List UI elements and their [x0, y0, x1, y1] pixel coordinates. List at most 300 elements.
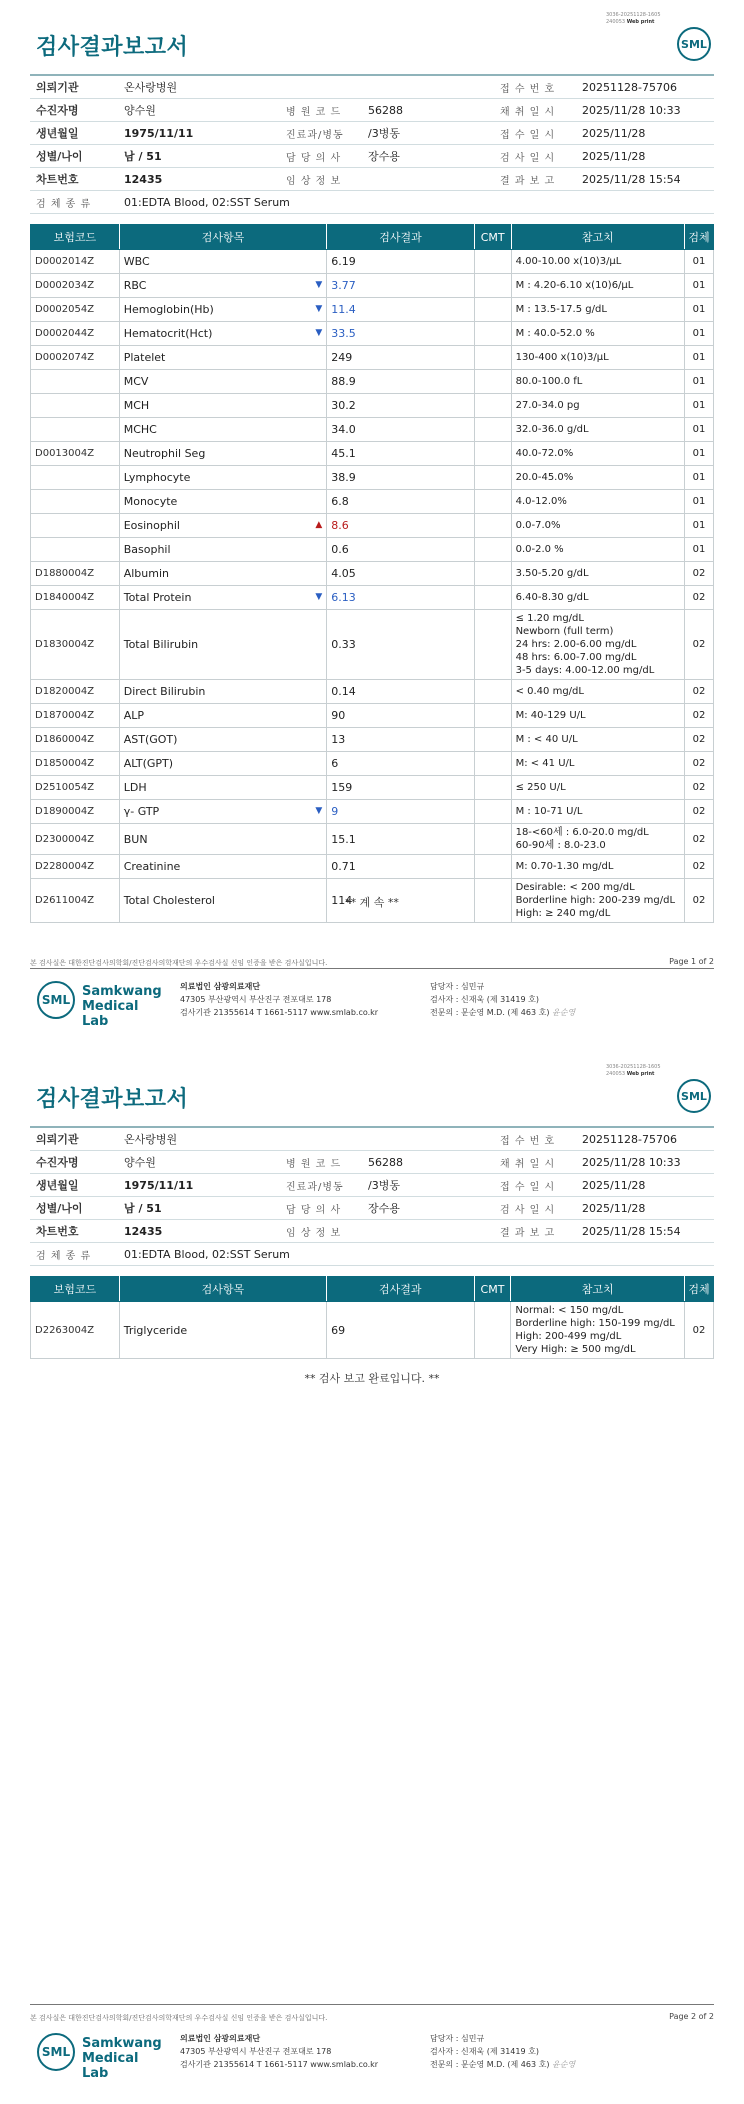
sex-age-value: 남 / 51 [118, 145, 280, 168]
test-result: 0.33 [327, 610, 474, 680]
test-specimen: 01 [685, 394, 714, 418]
reference-line: 130-400 x(10)3/μL [515, 352, 609, 363]
test-name [119, 274, 327, 298]
high-flag-icon: ▲ [315, 519, 323, 530]
test-reference [511, 514, 684, 538]
test-name-text: WBC [123, 255, 150, 268]
test-result: 11.4 [327, 298, 474, 322]
test-name-text: Total Bilirubin [123, 638, 199, 651]
birth-label: 생년월일 [30, 1174, 118, 1197]
test-reference [511, 490, 684, 514]
test-comment [474, 250, 511, 274]
test-name [119, 298, 327, 322]
test-result: 8.6 [327, 514, 474, 538]
reference-line: M : 40.0-52.0 % [515, 328, 595, 339]
org-contact: 검사기관 21355614 T 1661-5117 www.smlab.co.kr [180, 1008, 379, 1017]
footer-brand [82, 984, 162, 1029]
clinical-value [362, 1220, 494, 1243]
test-name-text: Monocyte [123, 495, 178, 508]
test-name-text: RBC [123, 279, 147, 292]
test-result: 249 [327, 346, 474, 370]
test-name [119, 490, 327, 514]
chart-value: 12435 [118, 1220, 280, 1243]
page-title: 검사결과보고서 [36, 35, 189, 60]
header-item: 검사항목 [119, 225, 327, 250]
patient-info-table-2 [30, 1126, 714, 1266]
specialist-value: 문순영 M.D. (제 463 호) [460, 2060, 550, 2069]
specialist-value: 문순영 M.D. (제 463 호) [460, 1008, 550, 1017]
test-comment [474, 680, 511, 704]
test-result: 33.5 [327, 322, 474, 346]
test-result: 69 [327, 1302, 474, 1359]
header-code: 보험코드 [31, 225, 120, 250]
test-name-text: γ- GTP [123, 805, 160, 818]
test-name [119, 322, 327, 346]
test-result: 38.9 [327, 466, 474, 490]
collect-date-value: 2025/11/28 10:33 [576, 99, 714, 122]
table-row [31, 442, 714, 466]
test-code: D2280004Z [31, 855, 120, 879]
birth-value: 1975/11/11 [118, 1174, 280, 1197]
tester-value: 신재욱 (제 31419 호) [460, 995, 539, 1004]
test-specimen: 02 [685, 824, 714, 855]
test-reference [511, 370, 684, 394]
results-table-2 [30, 1276, 714, 1359]
reference-line: 20.0-45.0% [515, 472, 574, 483]
meta-line1-2: 3036-20251128-1605 [606, 1064, 661, 1070]
reference-line: 0.0-2.0 % [515, 544, 564, 555]
reference-line: Borderline high: 200-239 mg/dL [515, 895, 676, 906]
tester-value: 신재욱 (제 31419 호) [460, 2047, 539, 2056]
test-code: D0002074Z [31, 346, 120, 370]
test-code: D1820004Z [31, 680, 120, 704]
test-specimen: 01 [685, 274, 714, 298]
header-item: 검사항목 [119, 1277, 326, 1302]
test-name-text: Lymphocyte [123, 471, 191, 484]
header-cmt: CMT [474, 225, 511, 250]
hospital-label: 의뢰기관 [30, 75, 118, 99]
test-reference [511, 250, 684, 274]
test-specimen: 02 [685, 879, 714, 923]
table-row [31, 418, 714, 442]
reference-line: 4.00-10.00 x(10)3/μL [515, 256, 622, 267]
manager-label: 담당자 : [430, 2034, 459, 2043]
test-specimen: 01 [685, 370, 714, 394]
test-comment [474, 752, 511, 776]
test-result: 34.0 [327, 418, 474, 442]
low-flag-icon: ▼ [315, 805, 323, 816]
page-number-2: Page 2 of 2 [669, 2012, 714, 2021]
table-row [31, 752, 714, 776]
test-name-text: Total Cholesterol [123, 894, 215, 907]
reference-line: M : 10-71 U/L [515, 806, 583, 817]
table-row [31, 466, 714, 490]
test-specimen: 01 [685, 322, 714, 346]
footer-logo-text-2: SML [41, 2045, 71, 2059]
test-name [119, 250, 327, 274]
specimen-value: 01:EDTA Blood, 02:SST Serum [118, 191, 714, 214]
test-code [31, 514, 120, 538]
test-name [119, 800, 327, 824]
clinical-value [362, 168, 494, 191]
test-comment [474, 274, 511, 298]
test-specimen: 02 [685, 776, 714, 800]
report-page-1 [0, 0, 744, 1050]
footer-staff-2 [430, 2032, 575, 2071]
test-name-text: Hemoglobin(Hb) [123, 303, 214, 316]
table-row [31, 346, 714, 370]
test-code: D2300004Z [31, 824, 120, 855]
reference-line: Normal: < 150 mg/dL [515, 1305, 624, 1316]
test-name [119, 610, 327, 680]
header-code: 보험코드 [31, 1277, 120, 1302]
manager-value: 심민규 [460, 982, 485, 991]
footer-divider [30, 968, 714, 969]
hospital-code-label: 병 원 코 드 [280, 99, 362, 122]
test-reference [511, 800, 684, 824]
test-reference [511, 776, 684, 800]
test-specimen: 02 [685, 855, 714, 879]
receipt-no-value: 20251128-75706 [576, 1127, 714, 1151]
test-name [119, 728, 327, 752]
reference-line: M : < 40 U/L [515, 734, 578, 745]
test-result: 159 [327, 776, 474, 800]
report-page-2 [0, 1052, 744, 2104]
completed-note: ** 검사 보고 완료입니다. ** [304, 1372, 440, 1385]
test-comment [474, 776, 511, 800]
test-name-text: Basophil [123, 543, 171, 556]
test-reference [511, 855, 684, 879]
reference-line: 27.0-34.0 pg [515, 400, 580, 411]
test-name-text: MCH [123, 399, 150, 412]
receipt-date-label: 접 수 일 시 [494, 122, 576, 145]
test-specimen: 02 [685, 752, 714, 776]
sml-logo-icon [676, 26, 712, 62]
manager-value: 심민규 [460, 2034, 485, 2043]
low-flag-icon: ▼ [315, 279, 323, 290]
header-result: 검사결과 [327, 225, 474, 250]
test-date-value: 2025/11/28 [576, 1197, 714, 1220]
report-date-label: 결 과 보 고 [494, 1220, 576, 1243]
org-address: 47305 부산광역시 부산진구 전포대로 178 [180, 2047, 332, 2056]
test-code [31, 418, 120, 442]
reference-line: 6.40-8.30 g/dL [515, 592, 589, 603]
clinical-label: 임 상 정 보 [280, 1220, 362, 1243]
test-name [119, 442, 327, 466]
test-specimen: 01 [685, 346, 714, 370]
table-row [31, 562, 714, 586]
test-result: 6.13 [327, 586, 474, 610]
specimen-value: 01:EDTA Blood, 02:SST Serum [118, 1243, 714, 1266]
low-flag-icon: ▼ [315, 591, 323, 602]
test-code: D0002044Z [31, 322, 120, 346]
specimen-label: 검 체 종 류 [30, 191, 118, 214]
specialist-label: 전문의 : [430, 2060, 459, 2069]
test-comment [474, 418, 511, 442]
footer-brand-2 [82, 2036, 162, 2081]
test-comment [474, 562, 511, 586]
test-comment [474, 514, 511, 538]
results-table [30, 224, 714, 923]
test-code: D1830004Z [31, 610, 120, 680]
footer-staff [430, 980, 575, 1019]
manager-label: 담당자 : [430, 982, 459, 991]
hospital-code-value: 56288 [362, 99, 494, 122]
reference-line: M: 40-129 U/L [515, 710, 586, 721]
test-name [119, 562, 327, 586]
test-name [119, 1302, 326, 1359]
test-code: D0002054Z [31, 298, 120, 322]
table-row [31, 490, 714, 514]
test-name-text: Neutrophil Seg [123, 447, 206, 460]
table-row [31, 538, 714, 562]
test-reference [511, 1302, 685, 1359]
test-comment [474, 728, 511, 752]
reference-line: High: ≥ 240 mg/dL [515, 908, 611, 919]
test-result: 6.19 [327, 250, 474, 274]
test-result: 4.05 [327, 562, 474, 586]
test-name [119, 514, 327, 538]
test-comment [474, 800, 511, 824]
test-code: D1890004Z [31, 800, 120, 824]
dept-value: /3병동 [362, 122, 494, 145]
specimen-label: 검 체 종 류 [30, 1243, 118, 1266]
test-name [119, 538, 327, 562]
test-code: D0002034Z [31, 274, 120, 298]
test-result: 6.8 [327, 490, 474, 514]
patient-label: 수진자명 [30, 99, 118, 122]
test-name [119, 394, 327, 418]
test-specimen: 01 [685, 514, 714, 538]
header-specimen: 검체 [685, 225, 714, 250]
test-code: D1840004Z [31, 586, 120, 610]
chart-value: 12435 [118, 168, 280, 191]
test-name [119, 370, 327, 394]
doctor-value: 장수용 [362, 145, 494, 168]
doctor-label: 담 당 의 사 [280, 145, 362, 168]
chart-label: 차트번호 [30, 168, 118, 191]
hospital-label: 의뢰기관 [30, 1127, 118, 1151]
test-comment [474, 824, 511, 855]
test-result: 90 [327, 704, 474, 728]
certification-note-2: 본 검사실은 대한진단검사의학회/진단검사의학재단의 우수검사실 신임 인증을 받은 검사실입니다. [30, 2014, 328, 2022]
test-reference [511, 322, 684, 346]
report-date-value: 2025/11/28 15:54 [576, 168, 714, 191]
test-name-text: LDH [123, 781, 147, 794]
reference-line: 18-<60세 : 6.0-20.0 mg/dL [515, 827, 649, 838]
patient-label: 수진자명 [30, 1151, 118, 1174]
test-reference [511, 728, 684, 752]
reference-line: 24 hrs: 2.00-6.00 mg/dL [515, 639, 637, 650]
reference-line: Desirable: < 200 mg/dL [515, 882, 635, 893]
test-reference [511, 824, 684, 855]
birth-label: 생년월일 [30, 122, 118, 145]
test-name-text: Platelet [123, 351, 166, 364]
test-reference [511, 680, 684, 704]
reference-line: Newborn (full term) [515, 626, 614, 637]
test-code [31, 394, 120, 418]
reference-line: M: < 41 U/L [515, 758, 575, 769]
reference-line: 3.50-5.20 g/dL [515, 568, 589, 579]
test-code: D0013004Z [31, 442, 120, 466]
test-name-text: Total Protein [123, 591, 192, 604]
reference-line: 60-90세 : 8.0-23.0 [515, 840, 606, 851]
table-row [31, 586, 714, 610]
test-specimen: 01 [685, 298, 714, 322]
table-row [31, 370, 714, 394]
reference-line: High: 200-499 mg/dL [515, 1331, 622, 1342]
table-row [31, 250, 714, 274]
print-meta [606, 12, 661, 26]
test-name [119, 752, 327, 776]
org-contact: 검사기관 21355614 T 1661-5117 www.smlab.co.kr [180, 2060, 379, 2069]
brand-line1: Samkwang [82, 2036, 162, 2051]
test-reference [511, 274, 684, 298]
test-specimen: 02 [685, 610, 714, 680]
test-name-text: Creatinine [123, 860, 181, 873]
signature: 윤순영 [552, 2060, 576, 2069]
reference-line: 32.0-36.0 g/dL [515, 424, 589, 435]
birth-value: 1975/11/11 [118, 122, 280, 145]
print-meta-2 [606, 1064, 661, 1078]
test-specimen: 01 [685, 538, 714, 562]
test-comment [474, 298, 511, 322]
test-name-text: MCV [123, 375, 149, 388]
test-code [31, 466, 120, 490]
test-name-text: ALP [123, 709, 145, 722]
sex-age-label: 성별/나이 [30, 145, 118, 168]
dept-value: /3병동 [362, 1174, 494, 1197]
receipt-no-value: 20251128-75706 [576, 75, 714, 99]
hospital-value: 온사랑병원 [118, 75, 494, 99]
meta-line1: 3036-20251128-1605 [606, 12, 661, 18]
sex-age-label: 성별/나이 [30, 1197, 118, 1220]
report-date-label: 결 과 보 고 [494, 168, 576, 191]
table-row [31, 394, 714, 418]
test-comment [474, 610, 511, 680]
reference-line: < 0.40 mg/dL [515, 686, 584, 697]
test-reference [511, 610, 684, 680]
footer-address [180, 980, 378, 1019]
org-name: 의료법인 삼광의료재단 [180, 982, 261, 991]
web-print-label: Web print [626, 19, 655, 25]
table-row [31, 680, 714, 704]
test-name [119, 824, 327, 855]
reference-line: Borderline high: 150-199 mg/dL [515, 1318, 675, 1329]
test-name [119, 346, 327, 370]
test-comment [474, 322, 511, 346]
test-name-text: Triglyceride [123, 1323, 188, 1337]
test-reference [511, 704, 684, 728]
table-row [31, 274, 714, 298]
reference-line: M: 0.70-1.30 mg/dL [515, 861, 614, 872]
org-name: 의료법인 삼광의료재단 [180, 2034, 261, 2043]
test-result: 15.1 [327, 824, 474, 855]
brand-line1: Samkwang [82, 984, 162, 999]
patient-value: 양수원 [118, 1151, 280, 1174]
test-code: D1870004Z [31, 704, 120, 728]
footer-logo-text: SML [41, 993, 71, 1007]
test-result: 9 [327, 800, 474, 824]
patient-value: 양수원 [118, 99, 280, 122]
table-row [31, 1302, 714, 1359]
test-name-text: Eosinophil [123, 519, 180, 532]
reference-line: ≤ 1.20 mg/dL [515, 613, 584, 624]
header-result: 검사결과 [327, 1277, 474, 1302]
table-row [31, 855, 714, 879]
logo-text-2: SML [681, 1090, 707, 1103]
receipt-no-label: 접 수 번 호 [494, 75, 576, 99]
footer-address-2 [180, 2032, 378, 2071]
test-reference [511, 346, 684, 370]
test-code: D1850004Z [31, 752, 120, 776]
test-result: 114 [327, 879, 474, 923]
test-reference [511, 562, 684, 586]
table-row [31, 704, 714, 728]
test-result: 0.71 [327, 855, 474, 879]
collect-date-value: 2025/11/28 10:33 [576, 1151, 714, 1174]
sml-footer-logo-icon-2 [36, 2032, 76, 2072]
header-ref: 참고치 [511, 225, 684, 250]
test-comment [474, 490, 511, 514]
reference-line: M : 13.5-17.5 g/dL [515, 304, 607, 315]
test-date-label: 검 사 일 시 [494, 145, 576, 168]
test-name-text: Direct Bilirubin [123, 685, 206, 698]
dept-label: 진료과/병동 [280, 1174, 362, 1197]
test-reference [511, 586, 684, 610]
test-reference [511, 442, 684, 466]
footer-logo-2 [36, 2032, 162, 2081]
patient-info-table [30, 74, 714, 214]
page-title-2: 검사결과보고서 [36, 1087, 189, 1112]
header-cmt: CMT [474, 1277, 511, 1302]
test-result: 13 [327, 728, 474, 752]
test-name [119, 776, 327, 800]
test-comment [474, 442, 511, 466]
low-flag-icon: ▼ [315, 327, 323, 338]
test-date-value: 2025/11/28 [576, 145, 714, 168]
test-reference [511, 394, 684, 418]
test-specimen: 01 [685, 250, 714, 274]
test-name [119, 418, 327, 442]
test-result: 88.9 [327, 370, 474, 394]
brand-line2: Medical Lab [82, 2051, 139, 2081]
test-comment [474, 586, 511, 610]
test-comment [474, 370, 511, 394]
clinical-label: 임 상 정 보 [280, 168, 362, 191]
table-row [31, 776, 714, 800]
test-name [119, 680, 327, 704]
meta-line2: 240053 [606, 19, 626, 25]
test-specimen: 02 [685, 728, 714, 752]
test-reference [511, 298, 684, 322]
sml-logo-icon-2 [676, 1078, 712, 1114]
test-name-text: BUN [123, 832, 148, 846]
footer-divider-2 [30, 2004, 714, 2005]
header-specimen: 검체 [685, 1277, 714, 1302]
test-code: D2611004Z [31, 879, 120, 923]
test-reference [511, 752, 684, 776]
report-date-value: 2025/11/28 15:54 [576, 1220, 714, 1243]
test-code: D0002014Z [31, 250, 120, 274]
header-ref: 참고치 [511, 1277, 685, 1302]
dept-label: 진료과/병동 [280, 122, 362, 145]
logo-text: SML [681, 38, 707, 51]
test-specimen: 02 [685, 704, 714, 728]
reference-line: M : 4.20-6.10 x(10)6/μL [515, 280, 634, 291]
test-specimen: 02 [685, 680, 714, 704]
test-specimen: 02 [685, 586, 714, 610]
